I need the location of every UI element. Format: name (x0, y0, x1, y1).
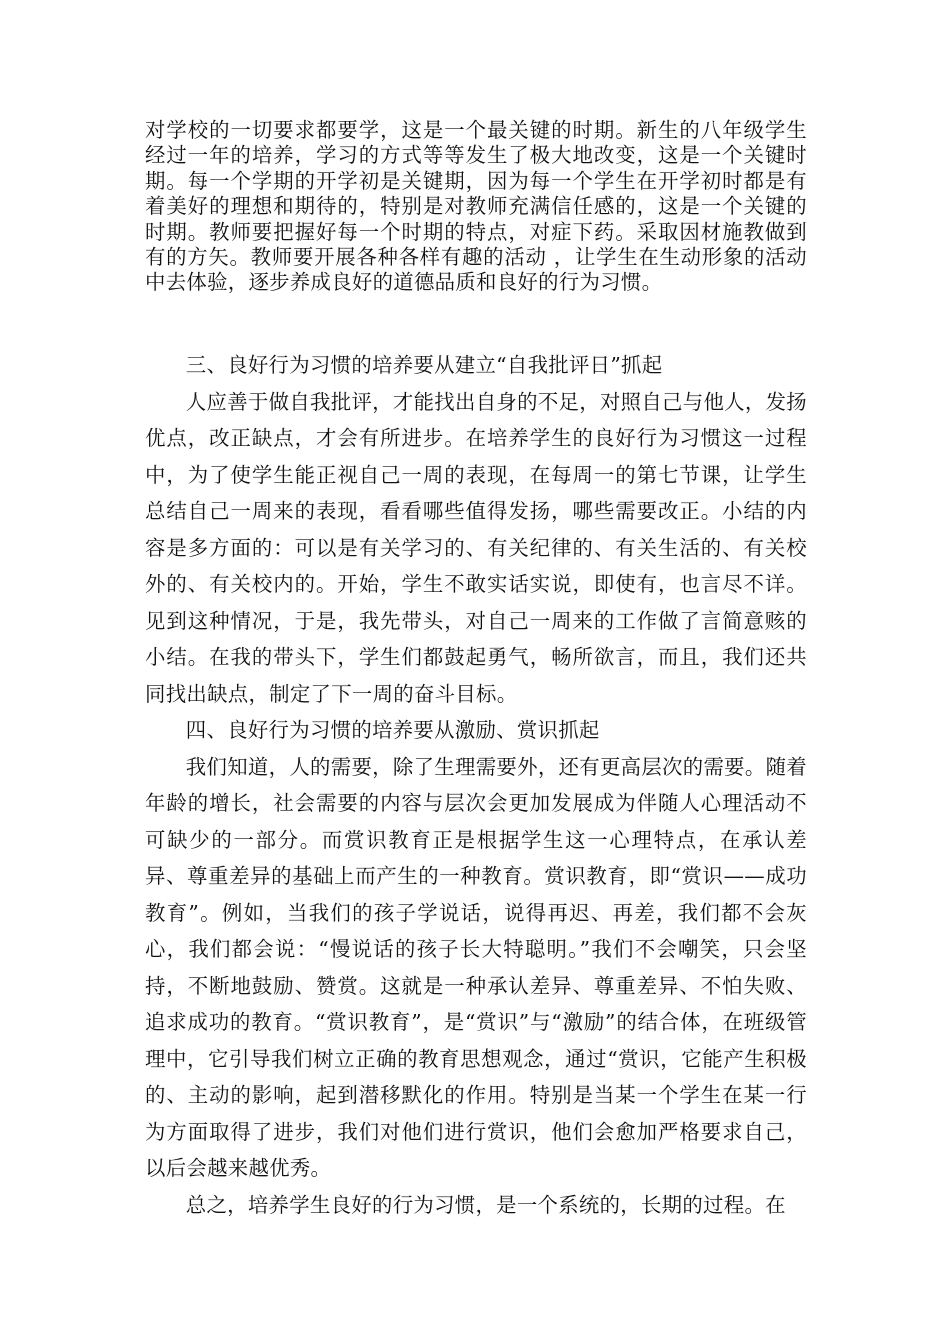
paragraph-continuation: 对学校的一切要求都要学，这是一个最关键的时期。新生的八年级学生经过一年的培养，学习的方式等等发生了极大地改变，这是一个关键时期。每一个学期的开学初是关键期，因为每一个学生在开学初时都是有着美好的理想和期待的，特别是对教师充满信任感的，这是一个关键的时期。教师要把握好每一个时期的特点，对症下药。采取因材施教做到有的方矢。教师要开展各种各样有趣的活动 ，让学生在生动形象的活动中去体验，逐步养成良好的道德品质和良好的行为习惯。 (145, 118, 807, 295)
paragraph-appreciation: 我们知道，人的需要，除了生理需要外，还有更高层次的需要。随着年龄的增长，社会需要的内容与层次会更加发展成为伴随人心理活动不可缺少的一部分。而赏识教育正是根据学生这一心理特点，在承认差异、尊重差异的基础上而产生的一种教育。赏识教育，即“赏识——成功教育”。例如，当我们的孩子学说话，说得再迟、再差，我们都不会灰心，我们都会说：“慢说话的孩子长大特聪明。”我们不会嘲笑，只会坚持，不断地鼓励、赞赏。这就是一种承认差异、尊重差异、不怕失败、追求成功的教育。“赏识教育”，是“赏识”与“激励”的结合体，在班级管理中，它引导我们树立正确的教育思想观念，通过“赏识，它能产生积极的、主动的影响，起到潜移默化的作用。特别是当某一个学生在某一行为方面取得了进步，我们对他们进行赏识，他们会愈加严格要求自己，以后会越来越优秀。 (145, 754, 807, 1180)
document-body-dense (145, 118, 807, 296)
paragraph-conclusion: 总之，培养学生良好的行为习惯，是一个系统的，长期的过程。在 (185, 1192, 786, 1217)
document-body-spaced (145, 347, 807, 1223)
section-heading-3: 三、良好行为习惯的培养要从建立“自我批评日”抓起 (185, 353, 663, 377)
section-heading-4: 四、良好行为习惯的培养要从激励、赏识抓起 (185, 718, 600, 742)
paragraph-self-criticism: 人应善于做自我批评，才能找出自身的不足，对照自己与他人，发扬优点，改正缺点，才会有所进步。在培养学生的良好行为习惯这一过程中，为了使学生能正视自己一周的表现，在每周一的第七节课，让学生总结自己一周来的表现，看看哪些值得发扬，哪些需要改正。小结的内容是多方面的：可以是有关学习的、有关纪律的、有关生活的、有关校外的、有关校内的。开始，学生不敢实话实说，即使有，也言尽不详。见到这种情况，于是，我先带头，对自己一周来的工作做了言简意赅的小结。在我的带头下，学生们都鼓起勇气，畅所欲言，而且，我们还共同找出缺点，制定了下一周的奋斗目标。 (145, 389, 807, 706)
